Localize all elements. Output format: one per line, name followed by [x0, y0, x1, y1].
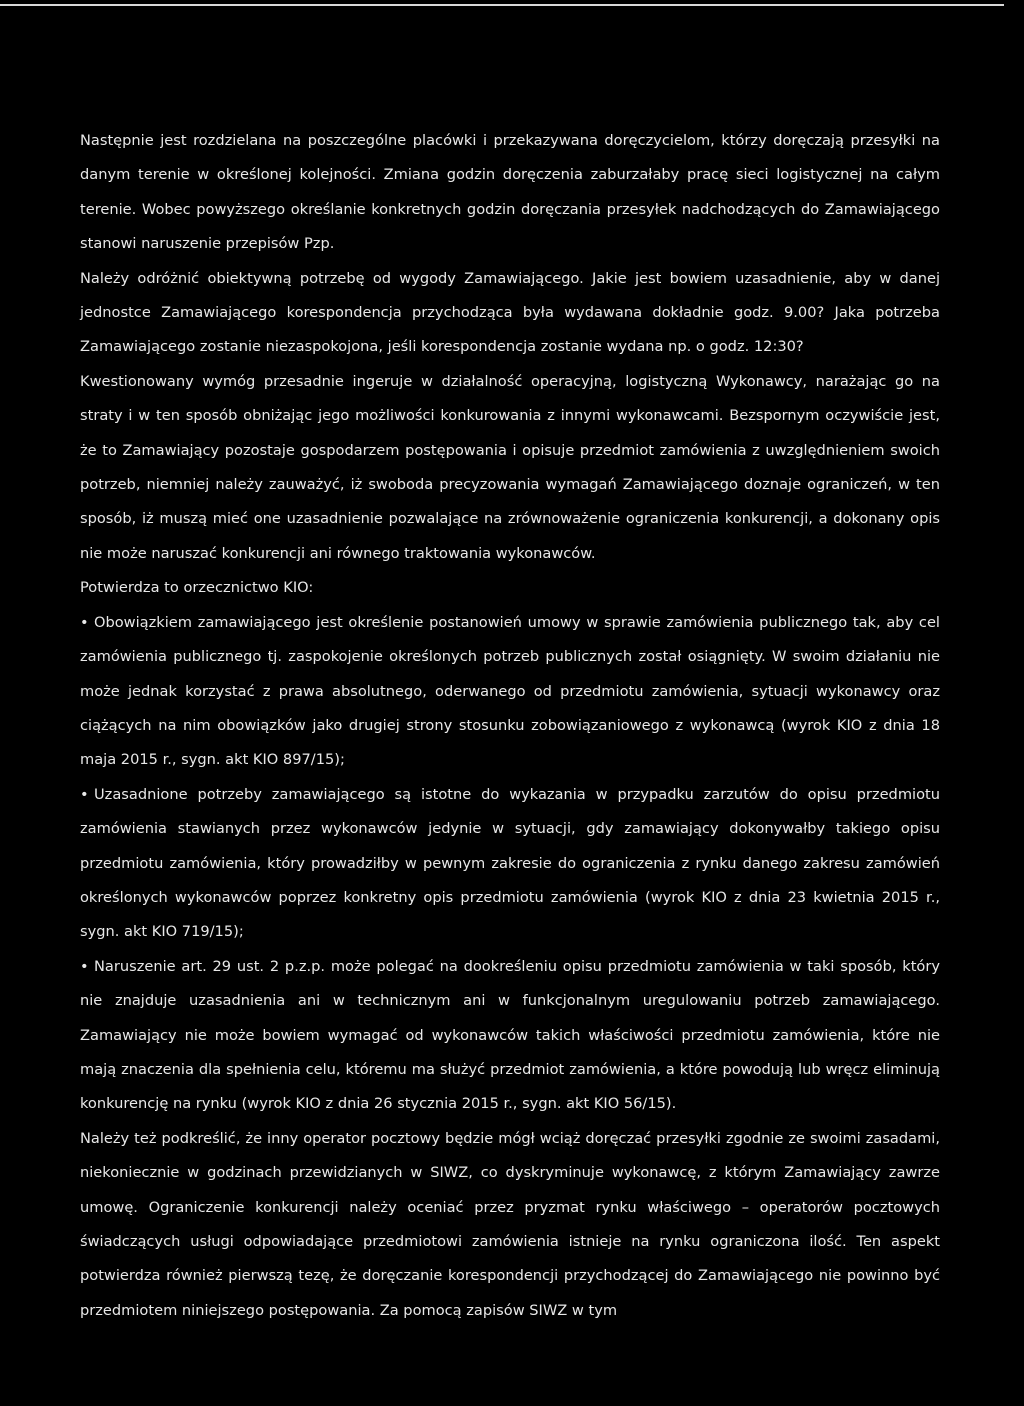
bullet-item-3 — [80, 950, 940, 1122]
bullet-icon: • — [80, 785, 89, 803]
top-rule — [0, 4, 1004, 6]
paragraph-1: Następnie jest rozdzielana na poszczególne placówki i przekazywana doręczycielom, którzy doręczają przesyłki na danym terenie w określonej kolejności. Zmiana godzin doręczenia zaburzałaby pracę sieci logistycznej na całym terenie. Wobec powyższego określanie konkretnych godzin doręczania przesyłek nadchodzących do Zamawiającego stanowi naruszenie przepisów Pzp. — [80, 132, 940, 253]
bullet-text: Naruszenie art. 29 ust. 2 p.z.p. może polegać na dookreśleniu opisu przedmiotu zamówienia w taki sposób, który nie znajduje uzasadnienia ani w technicznym ani w funkcjonalnym uregulowaniu potrzeb zamawiającego. Zamawiający nie może bowiem wymagać od wykonawców takich właściwości przedmiotu zamówienia, które nie mają znaczenia dla spełnienia celu, któremu ma służyć przedmiot zamówienia, a które powodują lub wręcz eliminują konkurencję na rynku (wyrok KIO z dnia 26 stycznia 2015 r., sygn. akt KIO 56/15). — [80, 957, 940, 1113]
paragraph-3: Kwestionowany wymóg przesadnie ingeruje w działalność operacyjną, logistyczną Wykonawcy, narażając go na straty i w ten sposób obniżając jego możliwości konkurowania z innymi wykonawcami. Bezspornym oczywiście jest, że to Zamawiający pozostaje gospodarzem postępowania i opisuje przedmiot zamówienia z uwzględnieniem swoich potrzeb, niemniej należy zauważyć, iż swoboda precyzowania wymagań Zamawiającego doznaje ograniczeń, w ten sposób, iż muszą mieć one uzasadnienie pozwalające na zrównoważenie ograniczenia konkurencji, a dokonany opis nie może naruszać konkurencji ani równego traktowania wykonawców. — [80, 372, 940, 562]
bullet-icon: • — [80, 957, 89, 975]
bullet-item-2 — [80, 778, 940, 950]
document-body — [80, 124, 940, 1328]
paragraph-4: Potwierdza to orzecznictwo KIO: — [80, 579, 314, 597]
bullet-item-1 — [80, 606, 940, 778]
paragraph-closing: Należy też podkreślić, że inny operator pocztowy będzie mógł wciąż doręczać przesyłki zgodnie ze swoimi zasadami, niekoniecznie w godzinach przewidzianych w SIWZ, co dyskryminuje wykonawcę, z którym Zamawiający zawrze umowę. Ograniczenie konkurencji należy oceniać przez pryzmat rynku właściwego – operatorów pocztowych świadczących usługi odpowiadające przedmiotowi zamówienia istnieje na rynku ograniczona ilość. Ten aspekt potwierdza również pierwszą tezę, że doręczanie korespondencji przychodzącej do Zamawiającego nie powinno być przedmiotem niniejszego postępowania. Za pomocą zapisów SIWZ w tym — [80, 1129, 940, 1319]
bullet-text: Uzasadnione potrzeby zamawiającego są istotne do wykazania w przypadku zarzutów do opisu przedmiotu zamówienia stawianych przez wykonawców jedynie w sytuacji, gdy zamawiający dokonywałby takiego opisu przedmiotu zamówienia, który prowadziłby w pewnym zakresie do ograniczenia z rynku danego zakresu zamówień określonych wykonawców poprzez konkretny opis przedmiotu zamówienia (wyrok KIO z dnia 23 kwietnia 2015 r., sygn. akt KIO 719/15); — [80, 785, 940, 941]
paragraph-2: Należy odróżnić obiektywną potrzebę od wygody Zamawiającego. Jakie jest bowiem uzasadnienie, aby w danej jednostce Zamawiającego korespondencja przychodząca była wydawana dokładnie godz. 9.00? Jaka potrzeba Zamawiającego zostanie niezaspokojona, jeśli korespondencja zostanie wydana np. o godz. 12:30? — [80, 269, 940, 356]
bullet-text: Obowiązkiem zamawiającego jest określenie postanowień umowy w sprawie zamówienia publicznego tak, aby cel zamówienia publicznego tj. zaspokojenie określonych potrzeb publicznych został osiągnięty. W swoim działaniu nie może jednak korzystać z prawa absolutnego, oderwanego od przedmiotu zamówienia, sytuacji wykonawcy oraz ciążących na nim obowiązków jako drugiej strony stosunku zobowiązaniowego z wykonawcą (wyrok KIO z dnia 18 maja 2015 r., sygn. akt KIO 897/15); — [80, 613, 940, 769]
bullet-icon: • — [80, 613, 89, 631]
